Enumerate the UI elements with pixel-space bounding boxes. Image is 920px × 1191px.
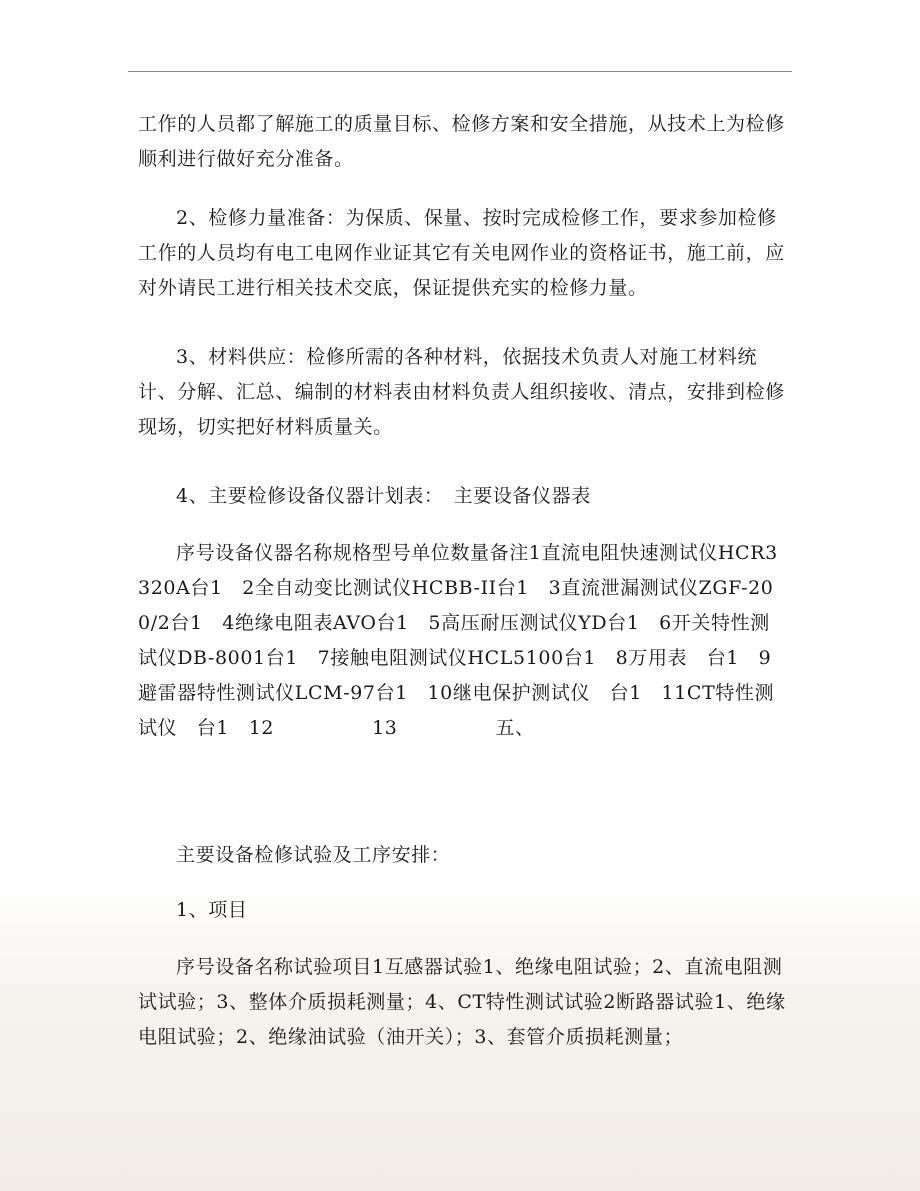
paragraph-equipment-heading: 4、主要检修设备仪器计划表： 主要设备仪器表 xyxy=(176,485,591,507)
paragraph-test-items: 序号设备名称试验项目1互感器试验1、绝缘电阻试验；2、直流电阻测试试验；3、整体介质损耗测量；4、CT特性测试试验2断路器试验1、绝缘电阻试验；2、绝缘油试验（油开关）；3、套管介质损耗测量； xyxy=(138,956,786,1048)
section-heading-inspection: 主要设备检修试验及工序安排： xyxy=(176,844,451,866)
subheading-items: 1、项目 xyxy=(176,899,248,921)
paragraph-continuation: 工作的人员都了解施工的质量目标、检修方案和安全措施，从技术上为检修顺利进行做好充分准备。 xyxy=(138,113,785,170)
paragraph-materials: 3、材料供应：检修所需的各种材料，依据技术负责人对施工材料统计、分解、汇总、编制的材料表由材料负责人组织接收、清点，安排到检修现场，切实把好材料质量关。 xyxy=(138,346,785,438)
paragraph-equipment-table: 序号设备仪器名称规格型号单位数量备注1直流电阻快速测试仪HCR3320A台1 2全自动变比测试仪HCBB-II台1 3直流泄漏测试仪ZGF-200/2台1 4绝缘电阻表AVO台1 5高压耐压测试仪YD台1 6开关特性测试仪DB-8001台1 7接触电阻测试仪HCL5100台1 8万用表 台1 9避雷器特性测试仪LCM-97台1 10继电保护测试仪 台1 11CT特性测试仪 台1 12 13 五、 xyxy=(138,542,778,739)
header-rule xyxy=(128,71,792,72)
paragraph-manpower: 2、检修力量准备：为保质、保量、按时完成检修工作，要求参加检修工作的人员均有电工电网作业证其它有关电网作业的资格证书，施工前，应对外请民工进行相关技术交底，保证提供充实的检修力量。 xyxy=(138,207,785,299)
